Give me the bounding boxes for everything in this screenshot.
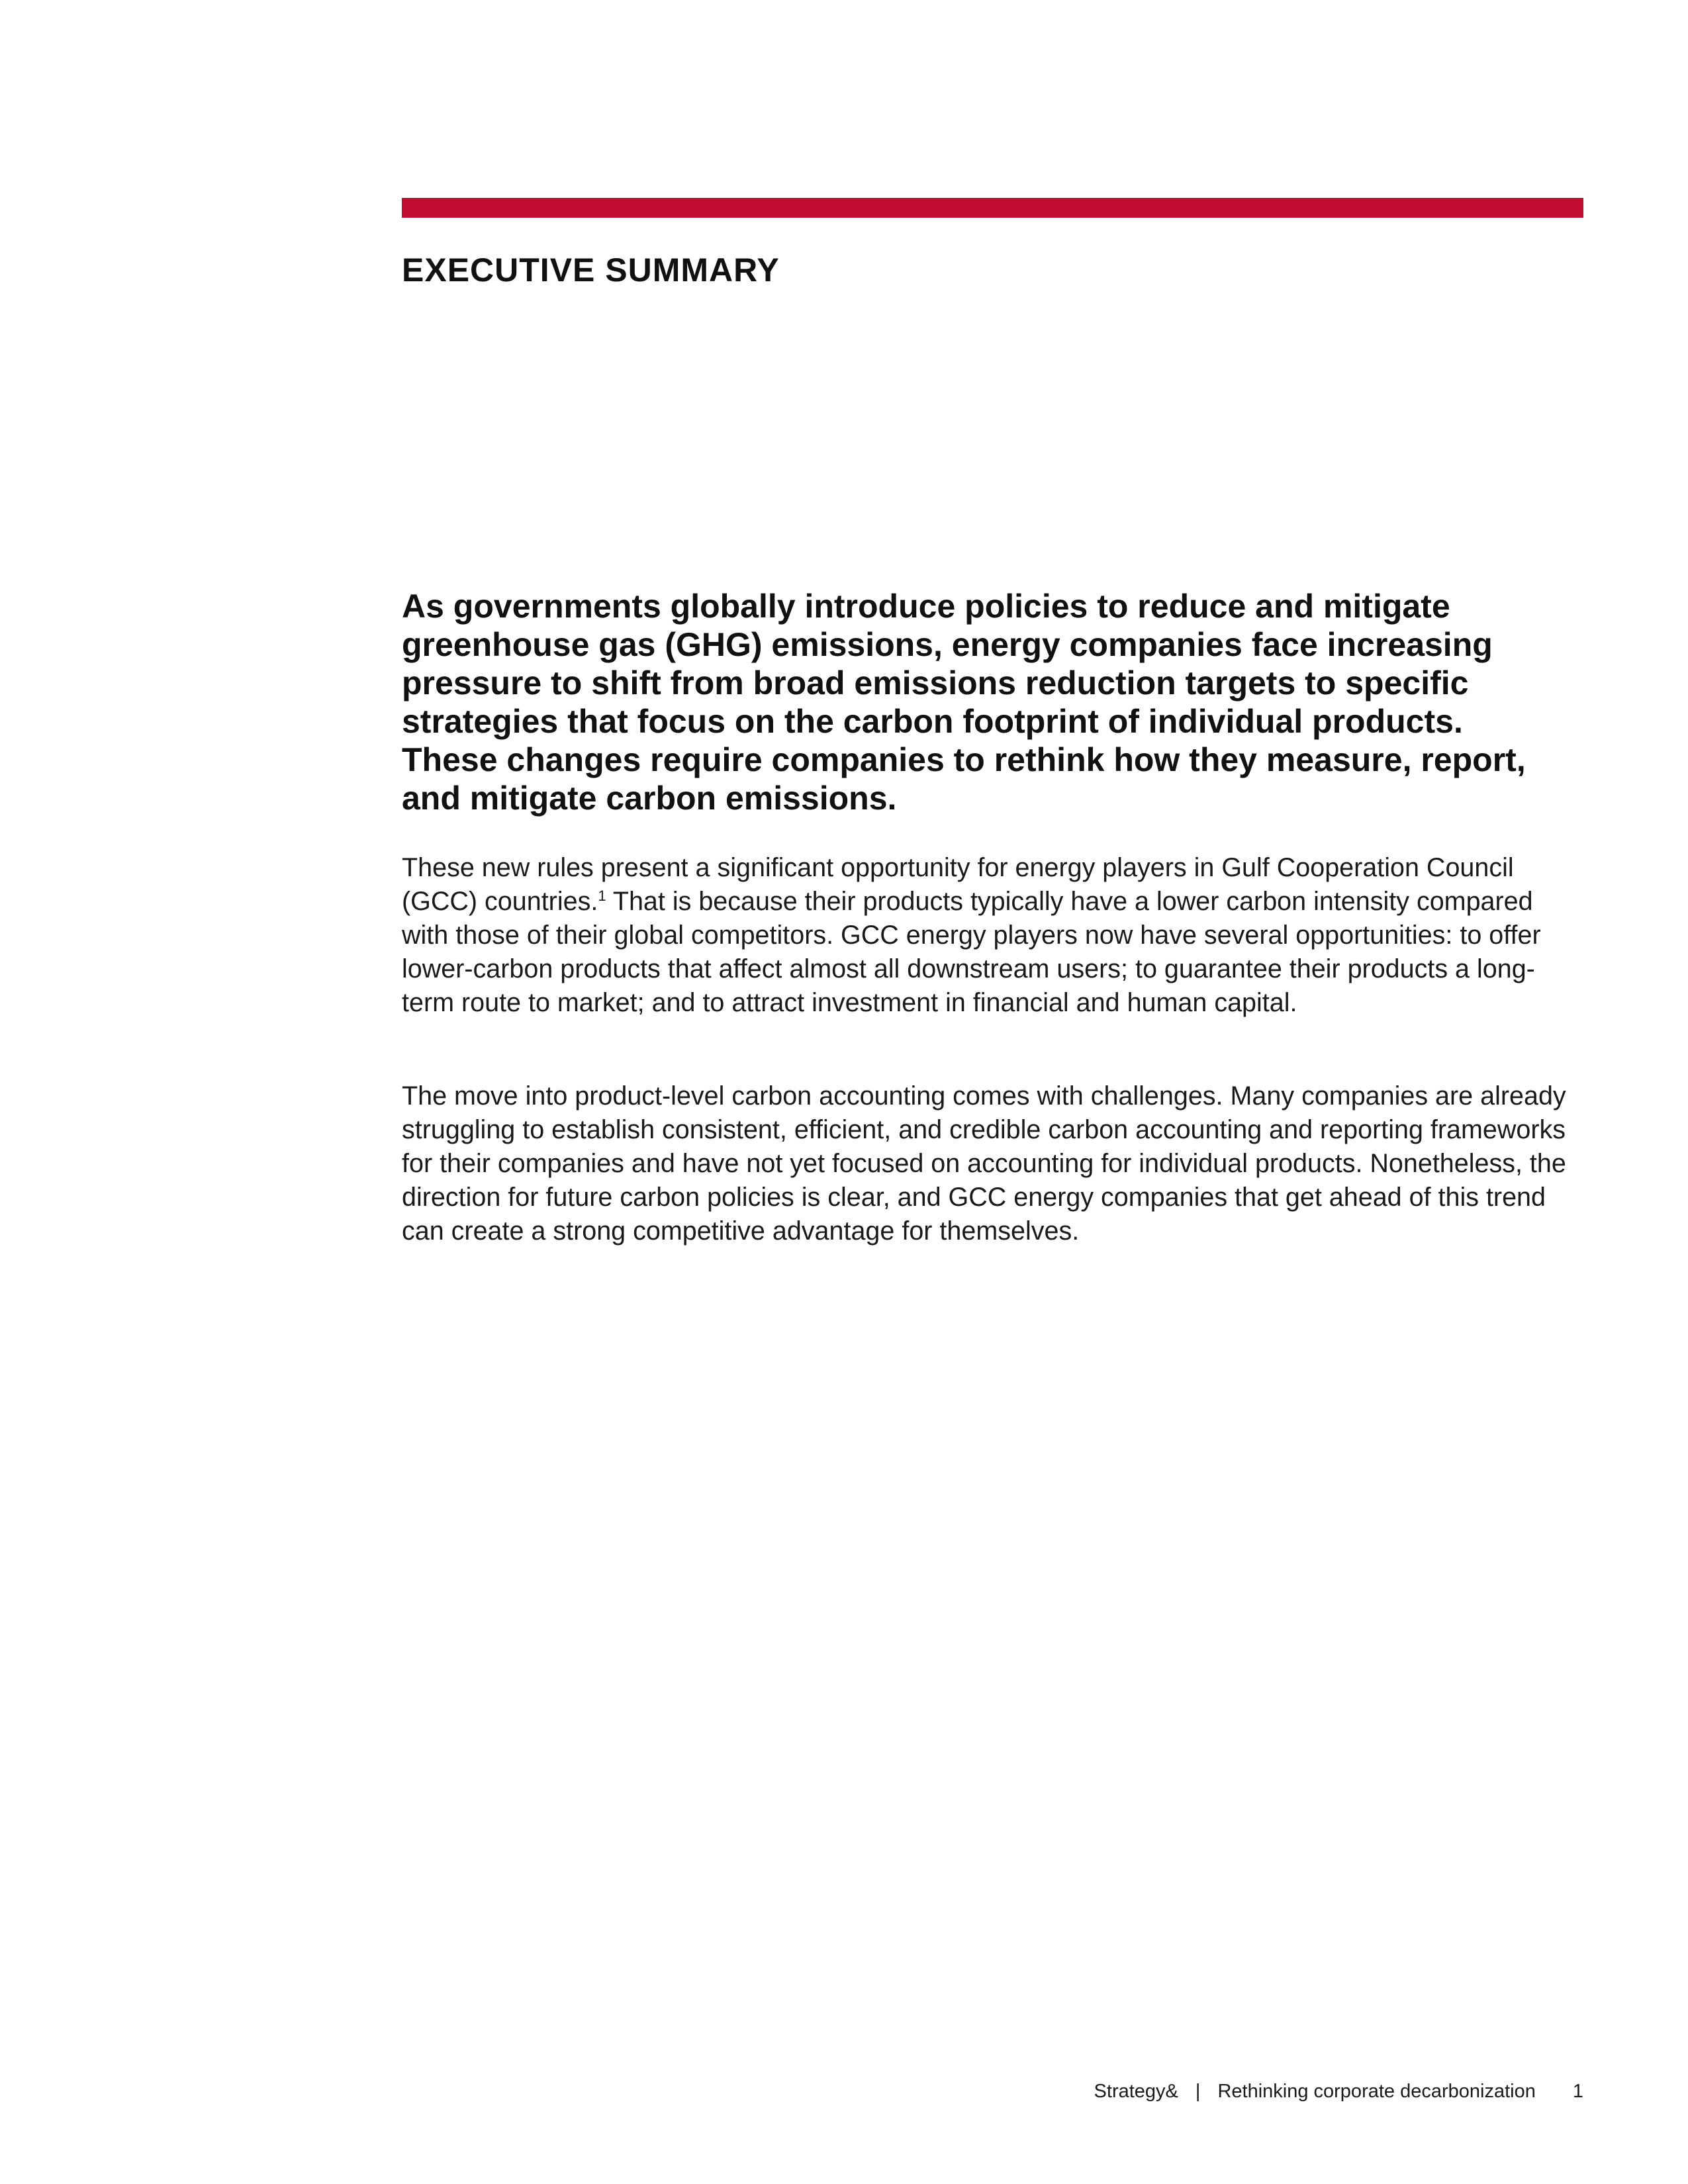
body-paragraph-1-text-a: These new rules present a significant opportunity for energy players in Gulf Cooperation Council (GCC) countries. — [402, 853, 1514, 916]
lead-paragraph: As governments globally introduce policies to reduce and mitigate greenhouse gas (GHG) emissions, energy companies face increasing pressure to shift from broad emissions reduction targets to specific strategies that focus on the carbon footprint of individual products. These changes require companies to rethink how they measure, report, and mitigate carbon emissions. — [402, 588, 1526, 817]
body-paragraph-2: The move into product-level carbon accounting comes with challenges. Many companies are already struggling to establish consistent, efficient, and credible carbon accounting and reporting frameworks for their companies and have not yet focused on accounting for individual products. Nonetheless, the direction for future carbon policies is clear, and GCC energy companies that get ahead of this trend can create a strong competitive advantage for themselves. — [402, 1081, 1566, 1246]
header-accent-rule — [402, 198, 1583, 218]
footer-separator: | — [1195, 2081, 1201, 2102]
footer-report-title: Rethinking corporate decarbonization — [1217, 2081, 1536, 2102]
body-paragraph-1-text-b: That is because their products typically have a lower carbon intensity compared with those of their global competitors. GCC energy players now have several opportunities: to offer lower-carbon products that affect almost all downstream users; to guarantee their products a long-term route to market; and to attract investment in financial and human capital. — [402, 887, 1541, 1017]
footer-brand: Strategy& — [1094, 2081, 1178, 2102]
page-number: 1 — [1572, 2081, 1583, 2102]
footnote-marker: 1 — [598, 887, 606, 904]
page-footer — [1094, 2078, 1583, 2105]
body-paragraph-1 — [402, 851, 1567, 1020]
section-title: EXECUTIVE SUMMARY — [402, 251, 780, 289]
